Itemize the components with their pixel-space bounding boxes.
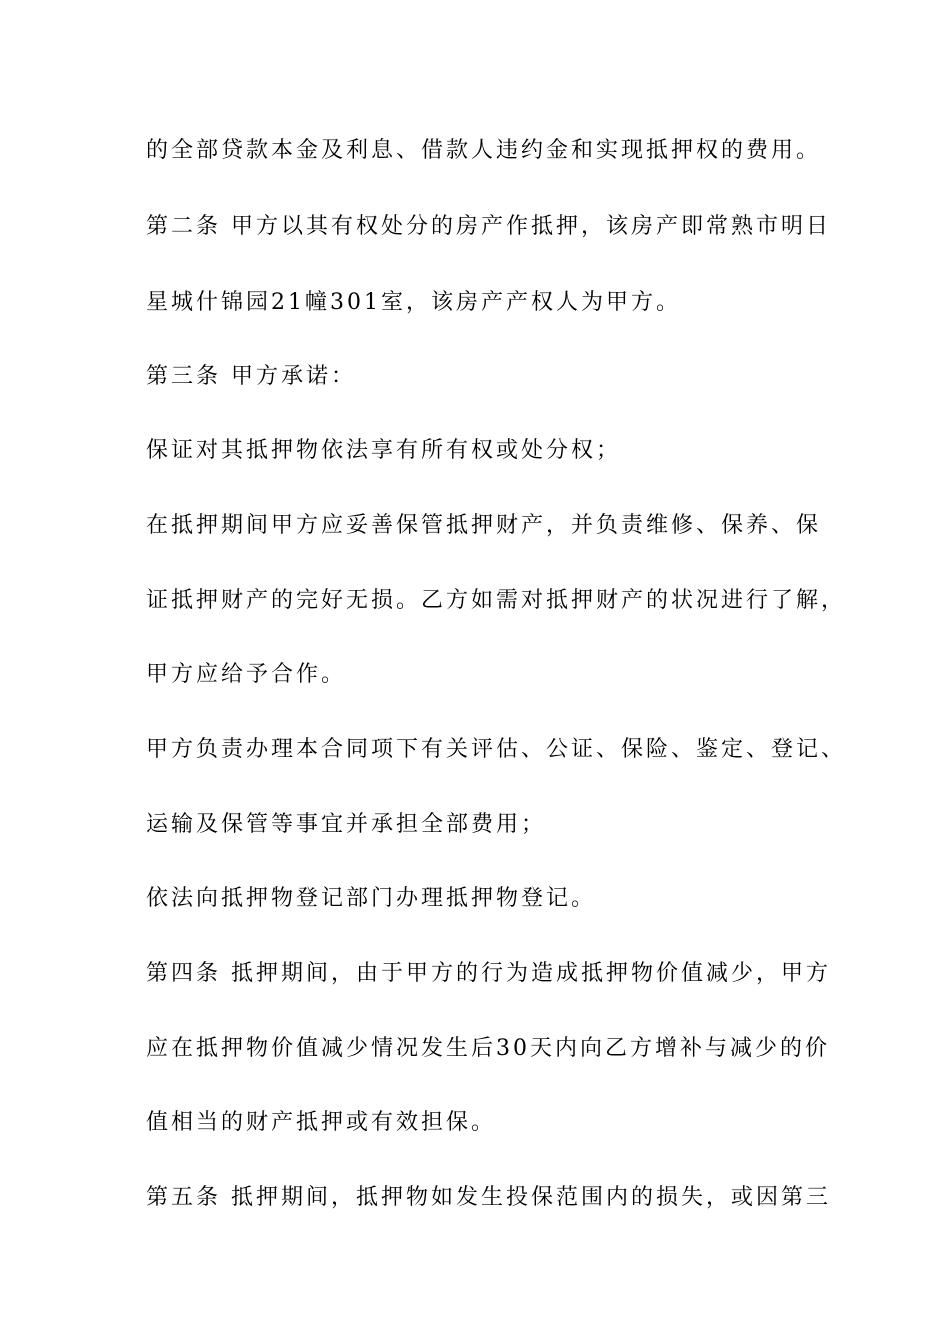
text-line: 依法向抵押物登记部门办理抵押物登记。 bbox=[146, 886, 597, 911]
text-line: 在抵押期间甲方应妥善保管抵押财产，并负责维修、保养、保 bbox=[146, 513, 822, 538]
text-line: 证抵押财产的完好无损。乙方如需对抵押财产的状况进行了解， bbox=[146, 588, 847, 613]
text-line: 星城什锦园21幢301室，该房产产权人为甲方。 bbox=[146, 290, 681, 315]
text-line: 第四条 抵押期间，由于甲方的行为造成抵押物价值减少，甲方 bbox=[146, 961, 831, 986]
text-line: 第五条 抵押期间，抵押物如发生投保范围内的损失，或因第三 bbox=[146, 1185, 831, 1210]
text-line: 第二条 甲方以其有权处分的房产作抵押，该房产即常熟市明日 bbox=[146, 214, 831, 239]
text-line: 运输及保管等事宜并承担全部费用； bbox=[146, 812, 547, 837]
text-line: 甲方负责办理本合同项下有关评估、公证、保险、鉴定、登记、 bbox=[146, 737, 847, 762]
text-line: 保证对其抵押物依法享有所有权或处分权； bbox=[146, 438, 622, 463]
text-line: 值相当的财产抵押或有效担保。 bbox=[146, 1110, 497, 1135]
text-line: 应在抵押物价值减少情况发生后30天内向乙方增补与减少的价 bbox=[146, 1036, 830, 1061]
text-line: 甲方应给予合作。 bbox=[146, 662, 347, 687]
text-line: 的全部贷款本金及利息、借款人违约金和实现抵押权的费用。 bbox=[146, 138, 822, 163]
text-line: 第三条 甲方承诺： bbox=[146, 364, 356, 389]
